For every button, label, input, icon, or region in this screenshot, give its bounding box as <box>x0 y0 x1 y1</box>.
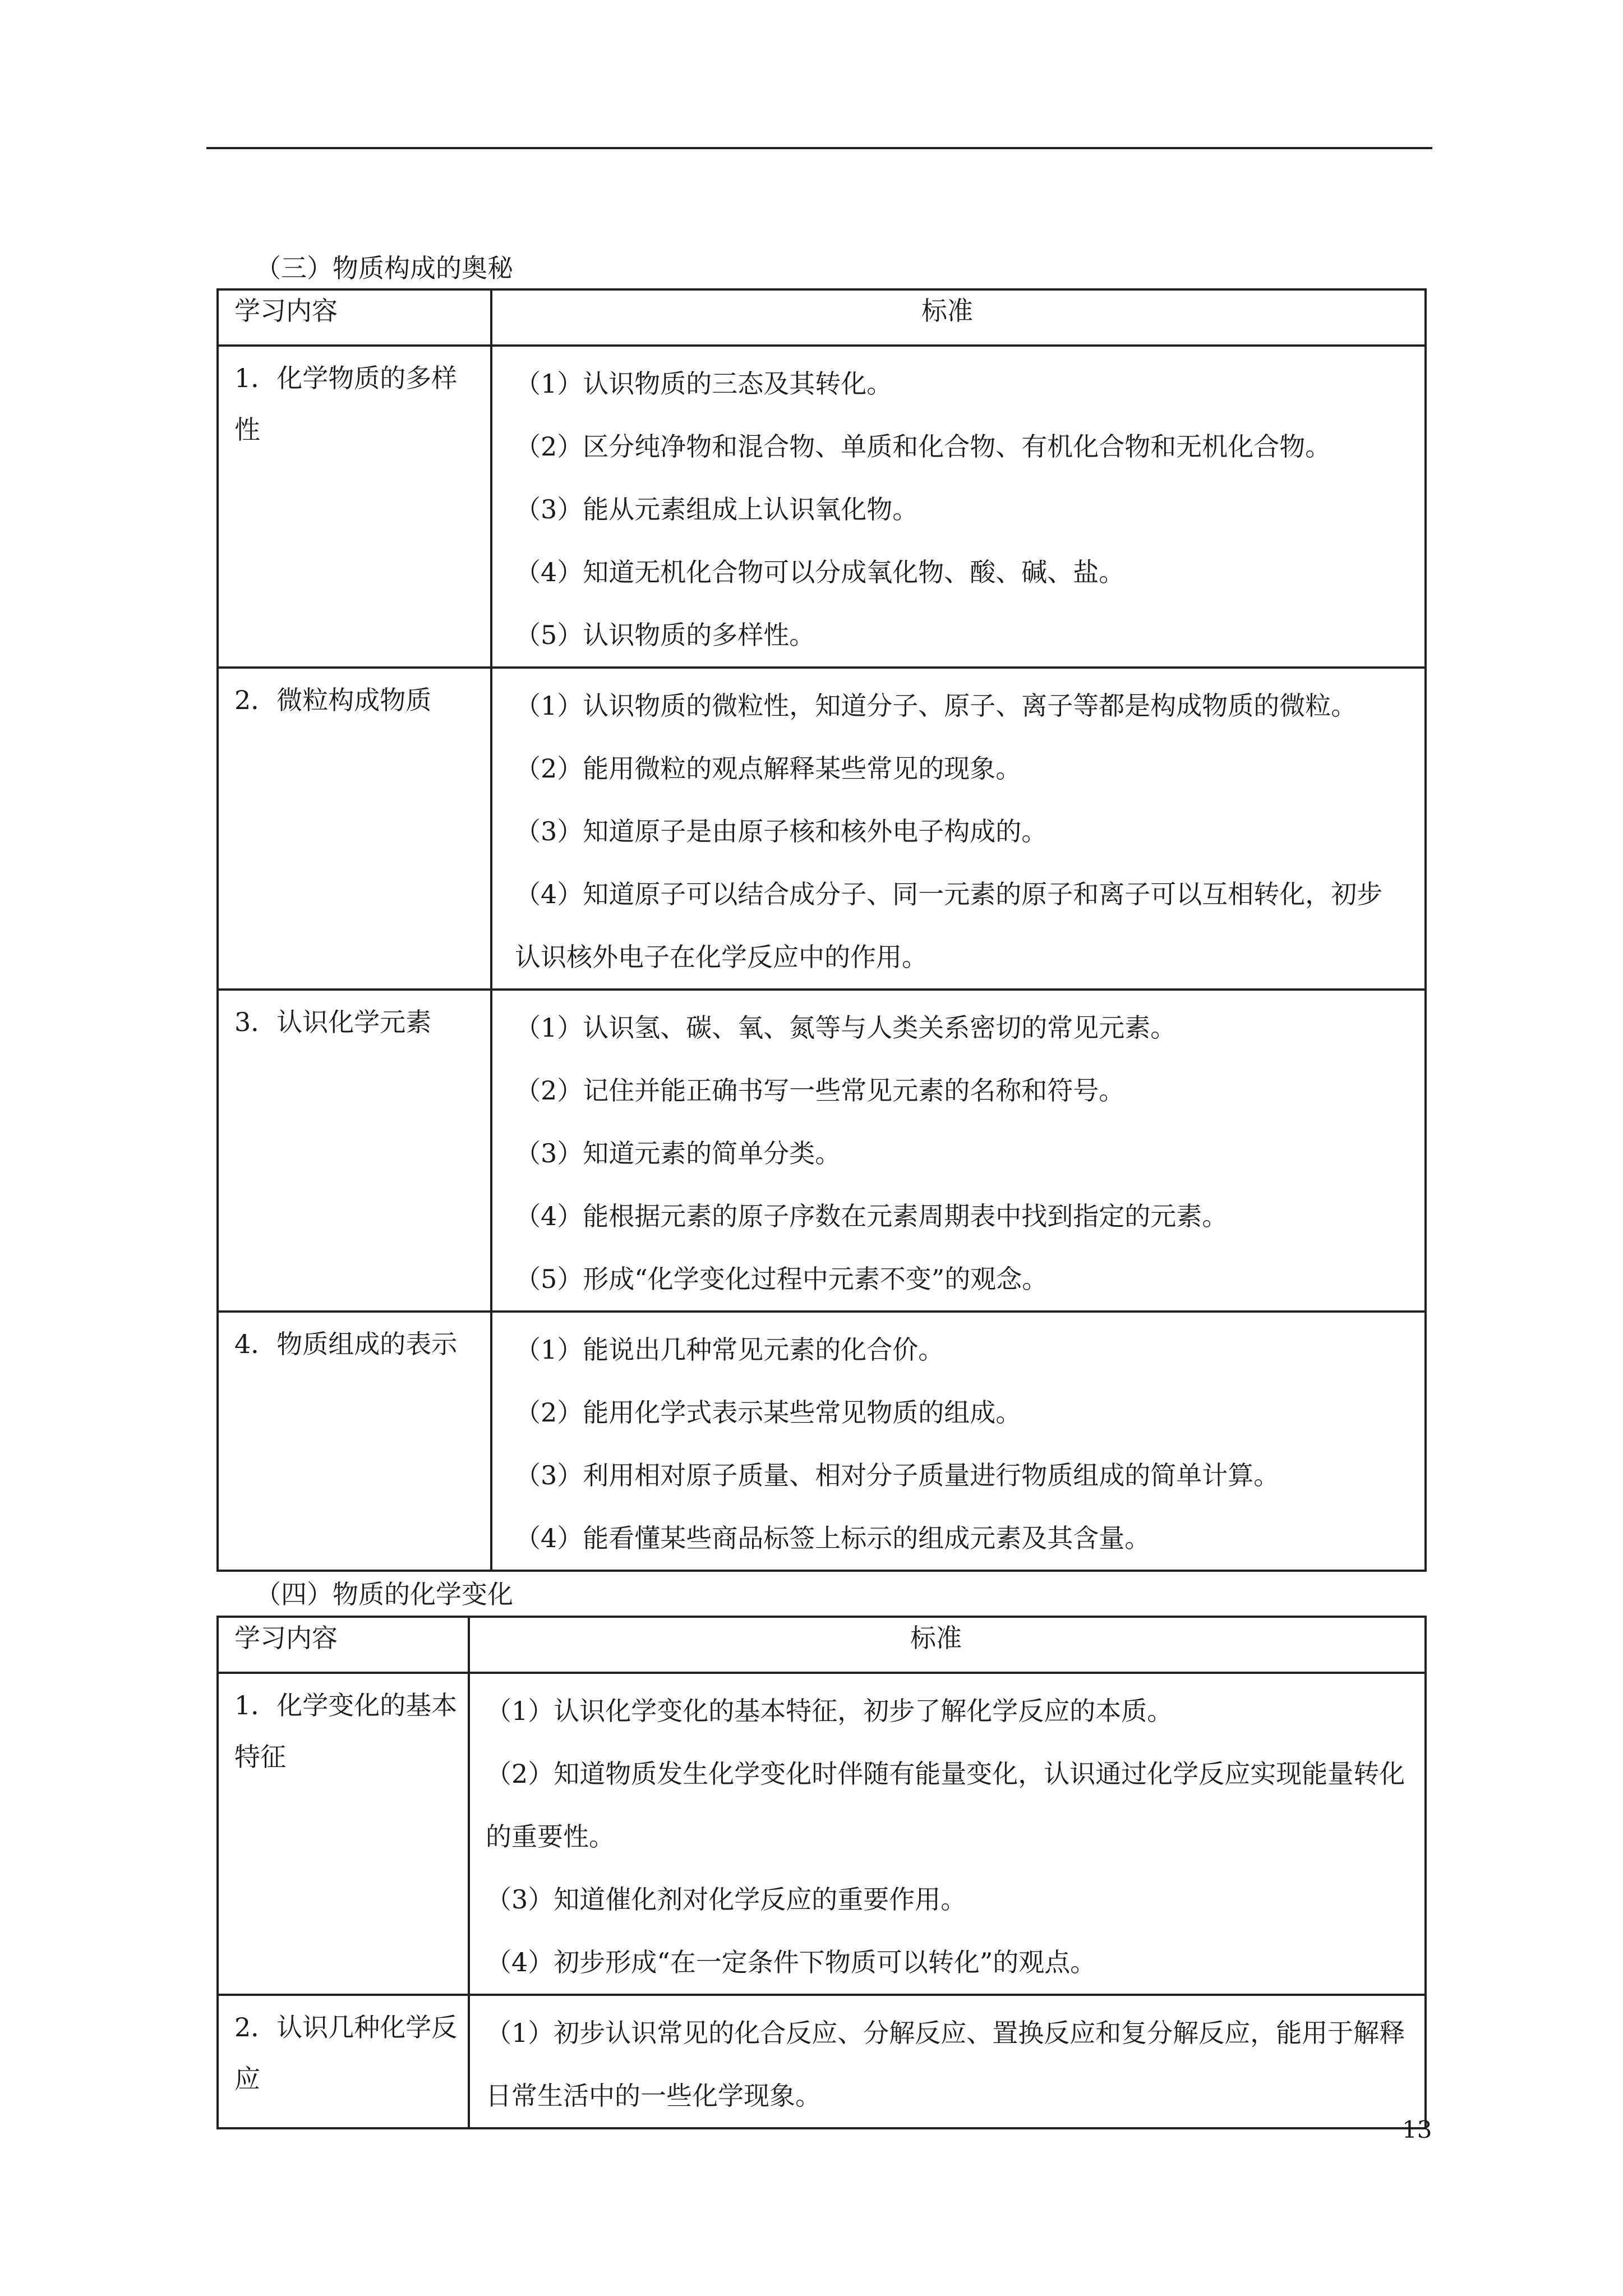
table-header-row <box>218 1617 1426 1673</box>
topic-cell <box>218 668 491 990</box>
standard-item: （4）初步形成“在一定条件下物质可以转化”的观点。 <box>486 1947 1096 1977</box>
standard-item: （4）知道无机化合物可以分成氧化物、酸、碱、盐。 <box>515 557 1125 587</box>
standard-item: （1）认识物质的三态及其转化。 <box>515 369 893 399</box>
header-standard: 标准 <box>491 289 1426 346</box>
standard-cell <box>469 1995 1426 2128</box>
standard-item: （1）认识物质的微粒性，知道分子、原子、离子等都是构成物质的微粒。 <box>515 691 1357 721</box>
topic-label: 1．化学物质的多样性 <box>234 363 458 445</box>
table-row <box>218 1995 1426 2128</box>
standard-item: （1）认识氢、碳、氧、氮等与人类关系密切的常见元素。 <box>515 1013 1177 1043</box>
topic-label: 2．微粒构成物质 <box>234 685 432 715</box>
table-row <box>218 1673 1426 1995</box>
standard-item: （3）知道原子是由原子核和核外电子构成的。 <box>515 816 1048 846</box>
topic-cell <box>218 1312 491 1571</box>
standard-cell <box>491 346 1426 668</box>
standard-item: （1）初步认识常见的化合反应、分解反应、置换反应和复分解反应，能用于解释日常生活中的一些化学现象。 <box>486 2018 1405 2111</box>
table-row <box>218 668 1426 990</box>
standard-item: （2）能用微粒的观点解释某些常见的现象。 <box>515 753 1022 784</box>
standard-item: （2）区分纯净物和混合物、单质和化合物、有机化合物和无机化合物。 <box>515 431 1331 462</box>
standard-cell <box>491 1312 1426 1571</box>
standard-item: （3）利用相对原子质量、相对分子质量进行物质组成的简单计算。 <box>515 1460 1280 1490</box>
topic-label: 3．认识化学元素 <box>234 1007 432 1037</box>
standard-item: （2）能用化学式表示某些常见物质的组成。 <box>515 1397 1022 1428</box>
standard-item: （1）认识化学变化的基本特征，初步了解化学反应的本质。 <box>486 1696 1173 1726</box>
table-row <box>218 990 1426 1312</box>
standard-item: （2）知道物质发生化学变化时伴随有能量变化，认识通过化学反应实现能量转化的重要性。 <box>486 1759 1405 1852</box>
standard-item: （5）形成“化学变化过程中元素不变”的观念。 <box>515 1264 1048 1294</box>
header-standard: 标准 <box>469 1617 1426 1673</box>
standard-item: （3）知道元素的简单分类。 <box>515 1138 841 1168</box>
standard-cell <box>491 668 1426 990</box>
section3-table <box>216 288 1427 1572</box>
section3-title: （三）物质构成的奥秘 <box>255 253 513 283</box>
header-content: 学习内容 <box>218 289 491 346</box>
header-rule <box>206 147 1432 149</box>
section4-title: （四）物质的化学变化 <box>255 1579 513 1609</box>
header-content: 学习内容 <box>218 1617 469 1673</box>
topic-label: 2．认识几种化学反应 <box>234 2012 458 2094</box>
page-number: 13 <box>1402 2116 1432 2143</box>
table-row <box>218 1312 1426 1571</box>
table-row <box>218 346 1426 668</box>
standard-item: （4）能根据元素的原子序数在元素周期表中找到指定的元素。 <box>515 1201 1228 1231</box>
topic-cell <box>218 990 491 1312</box>
standard-item: （4）能看懂某些商品标签上标示的组成元素及其含量。 <box>515 1523 1151 1553</box>
topic-cell <box>218 1995 469 2128</box>
topic-cell <box>218 346 491 668</box>
standard-item: （5）认识物质的多样性。 <box>515 620 815 650</box>
standard-item: （3）知道催化剂对化学反应的重要作用。 <box>486 1884 967 1915</box>
section4-table <box>216 1616 1427 2129</box>
standard-item: （4）知道原子可以结合成分子、同一元素的原子和离子可以互相转化，初步认识核外电子在化学反应中的作用。 <box>515 879 1383 972</box>
topic-cell <box>218 1673 469 1995</box>
standard-cell <box>469 1673 1426 1995</box>
standard-cell <box>491 990 1426 1312</box>
topic-label: 4．物质组成的表示 <box>234 1329 458 1359</box>
table-header-row <box>218 289 1426 346</box>
standard-item: （1）能说出几种常见元素的化合价。 <box>515 1335 944 1365</box>
standard-item: （3）能从元素组成上认识氧化物。 <box>515 494 919 524</box>
standard-item: （2）记住并能正确书写一些常见元素的名称和符号。 <box>515 1075 1125 1106</box>
topic-label: 1．化学变化的基本特征 <box>234 1690 458 1772</box>
